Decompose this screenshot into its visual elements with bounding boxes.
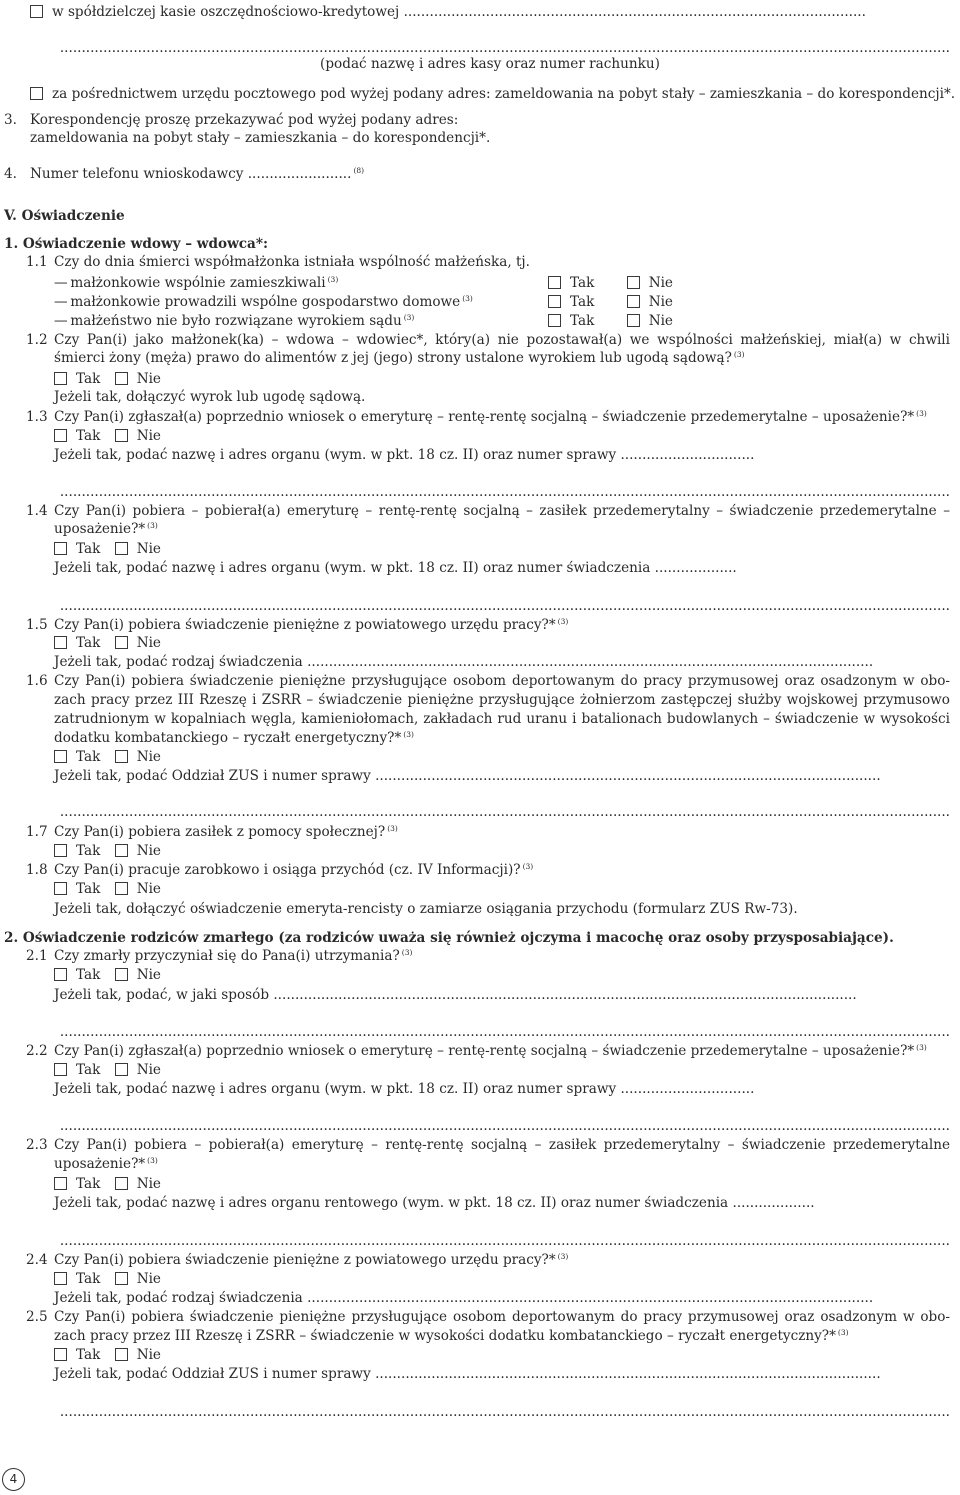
q1-6-number: 1.6 xyxy=(26,673,48,689)
q1-6-note: Jeżeli tak, podać Oddział ZUS i numer sprawy ..................................................................................................................... xyxy=(54,768,881,784)
q1-5-nie-checkbox[interactable] xyxy=(115,636,128,649)
q2-4-line1: Czy Pan(i) pobiera świadczenie pieniężne z powiatowego urzędu pracy?* $^{(3)}$ xyxy=(54,1252,569,1268)
q1-1-sub-3-tak-checkbox[interactable] xyxy=(548,314,561,327)
q2-4-note: Jeżeli tak, podać rodzaj świadczenia ................................................................................................................................... xyxy=(54,1290,874,1306)
q1-1-sub-1: — małżonkowie wspólnie zamieszkiwali $^{(3)}$ xyxy=(54,275,339,291)
q1-3-nie-checkbox[interactable] xyxy=(115,429,128,442)
poczta-checkbox[interactable] xyxy=(30,87,43,100)
q1-2-line1: Czy Pan(i) jako małżonek(ka) – wdowa – wdowiec*, który(a) nie pozostawał(a) we wspólności małżeńskiej, miał(a) w chwili xyxy=(54,332,950,348)
q1-1-sub-1-tak-checkbox[interactable] xyxy=(548,276,561,289)
q1-2-options: Tak Nie xyxy=(54,371,161,388)
q1-8-tak-checkbox[interactable] xyxy=(54,882,67,895)
q2-1-note: Jeżeli tak, podać, w jaki sposób ....................................................................................................................................... xyxy=(54,987,857,1003)
q1-6-line1: Czy Pan(i) pobiera świadczenie pieniężne przysługujące osobom deportowanym do pracy przymusowej oraz osadzonym w obo- xyxy=(54,673,950,689)
q1-2-nie-checkbox[interactable] xyxy=(115,372,128,385)
q1-8-line1: Czy Pan(i) pracuje zarobkowo i osiąga przychód (cz. IV Informacji)? $^{(3)}$ xyxy=(54,862,534,878)
q2-3-line2: uposażenie?* $^{(3)}$ xyxy=(54,1156,158,1172)
q1-1-sub-2-tak-checkbox[interactable] xyxy=(548,295,561,308)
q1-6-nie-checkbox[interactable] xyxy=(115,750,128,763)
q1-5-tak-checkbox[interactable] xyxy=(54,636,67,649)
q2-5-options: Tak Nie xyxy=(54,1347,161,1364)
kasa-checkbox[interactable] xyxy=(30,5,43,18)
q1-1-sub-2-options: Tak Nie xyxy=(548,294,673,311)
q1-5-options: Tak Nie xyxy=(54,635,161,652)
q1-8-nie-checkbox[interactable] xyxy=(115,882,128,895)
q2-5-line2: zach pracy przez III Rzeszę i ZSRR – świadczenie w wysokości dodatku kombatanckiego – ryczałt energetyczny?* $^{(3)}$ xyxy=(54,1328,849,1344)
q2-3-number: 2.3 xyxy=(26,1137,48,1153)
q2-5-tak-checkbox[interactable] xyxy=(54,1348,67,1361)
q1-4-number: 1.4 xyxy=(26,503,48,519)
q1-6-tak-checkbox[interactable] xyxy=(54,750,67,763)
q1-3-options: Tak Nie xyxy=(54,428,161,445)
q1-1-text: Czy do dnia śmierci współmałżonka istniała wspólność małżeńska, tj. xyxy=(54,254,530,270)
q2-5-nie-checkbox[interactable] xyxy=(115,1348,128,1361)
q1-7-line1: Czy Pan(i) pobiera zasiłek z pomocy społecznej? $^{(3)}$ xyxy=(54,824,398,840)
q2-4-options: Tak Nie xyxy=(54,1271,161,1288)
q2-1-tak-checkbox[interactable] xyxy=(54,968,67,981)
q2-3-tak-checkbox[interactable] xyxy=(54,1177,67,1190)
q1-1-sub-1-nie-checkbox[interactable] xyxy=(627,276,640,289)
q2-2-line1: Czy Pan(i) zgłaszał(a) poprzednio wniosek o emeryturę – rentę-rentę socjalną – świadczenie przedemerytalne – uposażenie?* $^{(3)}$ xyxy=(54,1043,927,1059)
q2-2-number: 2.2 xyxy=(26,1043,48,1059)
q1-7-nie-checkbox[interactable] xyxy=(115,844,128,857)
q1-3-number: 1.3 xyxy=(26,409,48,425)
q4-phone-label: Numer telefonu wnioskodawcy ........................ xyxy=(30,166,352,182)
q2-1-line1: Czy zmarły przyczyniał się do Pana(i) utrzymania? $^{(3)}$ xyxy=(54,948,413,964)
q1-1-sub-3-options: Tak Nie xyxy=(548,313,673,330)
kasa-dots[interactable]: .............................................................................................................................................................................................................. xyxy=(59,40,950,56)
q2-3-options: Tak Nie xyxy=(54,1176,161,1193)
q1-2-line2: śmierci żony (męża) prawo do alimentów z jej (jego) strony ustalone wyrokiem lub ugodą sądową? $^{(3)}$ xyxy=(54,350,745,366)
poczta-label: za pośrednictwem urzędu pocztowego pod wyżej podany adres: zameldowania na pobyt stały – zamieszkania – do korespondencji*. xyxy=(52,86,956,102)
q2-3-nie-checkbox[interactable] xyxy=(115,1177,128,1190)
q1-6-answer-dots[interactable]: .............................................................................................................................................................................................................. xyxy=(59,804,950,820)
q1-6-line4: dodatku kombatanckiego – ryczałt energetyczny?* $^{(3)}$ xyxy=(54,730,414,746)
q4-phone-row[interactable] xyxy=(30,166,364,183)
q1-4-line1: Czy Pan(i) pobiera – pobierał(a) emeryturę – rentę-rentę socjalną – zasiłek przedemerytalny – świadczenie przedemerytalne – xyxy=(54,503,950,519)
q2-3-line1: Czy Pan(i) pobiera – pobierał(a) emeryturę – rentę-rentę socjalną – zasiłek przedemerytalny – świadczenie przedemerytalne xyxy=(54,1137,950,1153)
q1-4-note: Jeżeli tak, podać nazwę i adres organu (wym. w pkt. 18 cz. II) oraz numer świadczenia ................... xyxy=(54,560,737,576)
q1-4-options: Tak Nie xyxy=(54,541,161,558)
q2-2-nie-checkbox[interactable] xyxy=(115,1063,128,1076)
q2-1-number: 2.1 xyxy=(26,948,48,964)
q1-2-number: 1.2 xyxy=(26,332,48,348)
q1-6-options: Tak Nie xyxy=(54,749,161,766)
q1-1-sub-2: — małżonkowie prowadzili wspólne gospodarstwo domowe $^{(3)}$ xyxy=(54,294,473,310)
q1-7-number: 1.7 xyxy=(26,824,48,840)
q2-4-number: 2.4 xyxy=(26,1252,48,1268)
q2-2-tak-checkbox[interactable] xyxy=(54,1063,67,1076)
q2-4-nie-checkbox[interactable] xyxy=(115,1272,128,1285)
q1-5-number: 1.5 xyxy=(26,617,48,633)
s2-heading: 2. Oświadczenie rodziców zmarłego (za rodziców uważa się również ojczyma i macochę oraz osoby przysposabiające). xyxy=(4,930,894,946)
kasa-hint: (podać nazwę i adres kasy oraz numer rachunku) xyxy=(320,56,660,72)
q1-1-sub-2-nie-checkbox[interactable] xyxy=(627,295,640,308)
q2-4-tak-checkbox[interactable] xyxy=(54,1272,67,1285)
q2-5-answer-dots[interactable]: .............................................................................................................................................................................................................. xyxy=(59,1404,950,1420)
q1-1-sub-3-nie-checkbox[interactable] xyxy=(627,314,640,327)
q3-line2: zameldowania na pobyt stały – zamieszkania – do korespondencji*. xyxy=(30,130,491,146)
q2-1-answer-dots[interactable]: .............................................................................................................................................................................................................. xyxy=(59,1024,950,1040)
page-number-badge: 4 xyxy=(2,1468,25,1491)
q2-5-number: 2.5 xyxy=(26,1309,48,1325)
q1-6-line2: zach pracy przez III Rzeszę i ZSRR – świadczenie pieniężne przysługujące żołnierzom zastępczej służby wojskowej przymusowo xyxy=(54,692,950,708)
q2-5-note: Jeżeli tak, podać Oddział ZUS i numer sprawy ..................................................................................................................... xyxy=(54,1366,881,1382)
q1-3-tak-checkbox[interactable] xyxy=(54,429,67,442)
q1-1-sub-1-options: Tak Nie xyxy=(548,275,673,292)
q1-3-note: Jeżeli tak, podać nazwę i adres organu (wym. w pkt. 18 cz. II) oraz numer sprawy ............................... xyxy=(54,447,755,463)
q2-3-note: Jeżeli tak, podać nazwę i adres organu rentowego (wym. w pkt. 18 cz. II) oraz numer świadczenia ................... xyxy=(54,1195,815,1211)
q1-3-line1: Czy Pan(i) zgłaszał(a) poprzednio wniosek o emeryturę – rentę-rentę socjalną – świadczenie przedemerytalne – uposażenie?* $^{(3)}$ xyxy=(54,409,927,425)
q1-8-options: Tak Nie xyxy=(54,881,161,898)
q1-4-line2: uposażenie?* $^{(3)}$ xyxy=(54,521,158,537)
q3-line1: Korespondencję proszę przekazywać pod wyżej podany adres: xyxy=(30,112,459,128)
q1-7-tak-checkbox[interactable] xyxy=(54,844,67,857)
kasa-row: w spółdzielczej kasie oszczędnościowo-kredytowej ........................................................................................................... xyxy=(30,4,950,21)
poczta-row xyxy=(30,86,956,103)
q1-4-tak-checkbox[interactable] xyxy=(54,542,67,555)
q2-2-note: Jeżeli tak, podać nazwę i adres organu (wym. w pkt. 18 cz. II) oraz numer sprawy ............................... xyxy=(54,1081,755,1097)
q1-8-note: Jeżeli tak, dołączyć oświadczenie emeryta-rencisty o zamiarze osiągania przychodu (formularz ZUS Rw-73). xyxy=(54,901,798,917)
q2-1-nie-checkbox[interactable] xyxy=(115,968,128,981)
q1-2-note: Jeżeli tak, dołączyć wyrok lub ugodę sądową. xyxy=(54,389,366,405)
s1-heading: 1. Oświadczenie wdowy – wdowca*: xyxy=(4,236,268,252)
q1-7-options: Tak Nie xyxy=(54,843,161,860)
q3-number: 3. xyxy=(4,112,17,128)
q1-1-sub-3: — małżeństwo nie było rozwiązane wyrokiem sądu $^{(3)}$ xyxy=(54,313,415,329)
q2-3-answer-dots[interactable]: .............................................................................................................................................................................................................. xyxy=(59,1233,950,1249)
q1-4-nie-checkbox[interactable] xyxy=(115,542,128,555)
q2-2-answer-dots[interactable]: .............................................................................................................................................................................................................. xyxy=(59,1118,950,1134)
q2-2-options: Tak Nie xyxy=(54,1062,161,1079)
section-v-title: V. Oświadczenie xyxy=(4,208,125,224)
q4-number: 4. xyxy=(4,166,17,182)
q1-3-answer-dots[interactable]: .............................................................................................................................................................................................................. xyxy=(59,484,950,500)
kasa-label: w spółdzielczej kasie oszczędnościowo-kredytowej xyxy=(52,4,400,20)
q1-4-answer-dots[interactable]: .............................................................................................................................................................................................................. xyxy=(59,598,950,614)
q1-5-note: Jeżeli tak, podać rodzaj świadczenia ................................................................................................................................... xyxy=(54,654,874,670)
q2-1-options: Tak Nie xyxy=(54,967,161,984)
q1-8-number: 1.8 xyxy=(26,862,48,878)
q1-2-tak-checkbox[interactable] xyxy=(54,372,67,385)
q2-5-line1: Czy Pan(i) pobiera świadczenie pieniężne przysługujące osobom deportowanym do pracy przymusowej oraz osadzonym w obo- xyxy=(54,1309,950,1325)
q1-1-number: 1.1 xyxy=(26,254,48,270)
q4-footnote: (8) xyxy=(353,166,365,175)
q1-5-line1: Czy Pan(i) pobiera świadczenie pieniężne z powiatowego urzędu pracy?* $^{(3)}$ xyxy=(54,617,569,633)
q1-6-line3: zatrudnionym w kopalniach węgla, kamieniołomach, zakładach rud uranu i batalionach budowlanych – świadczenie w wysokości xyxy=(54,711,950,727)
